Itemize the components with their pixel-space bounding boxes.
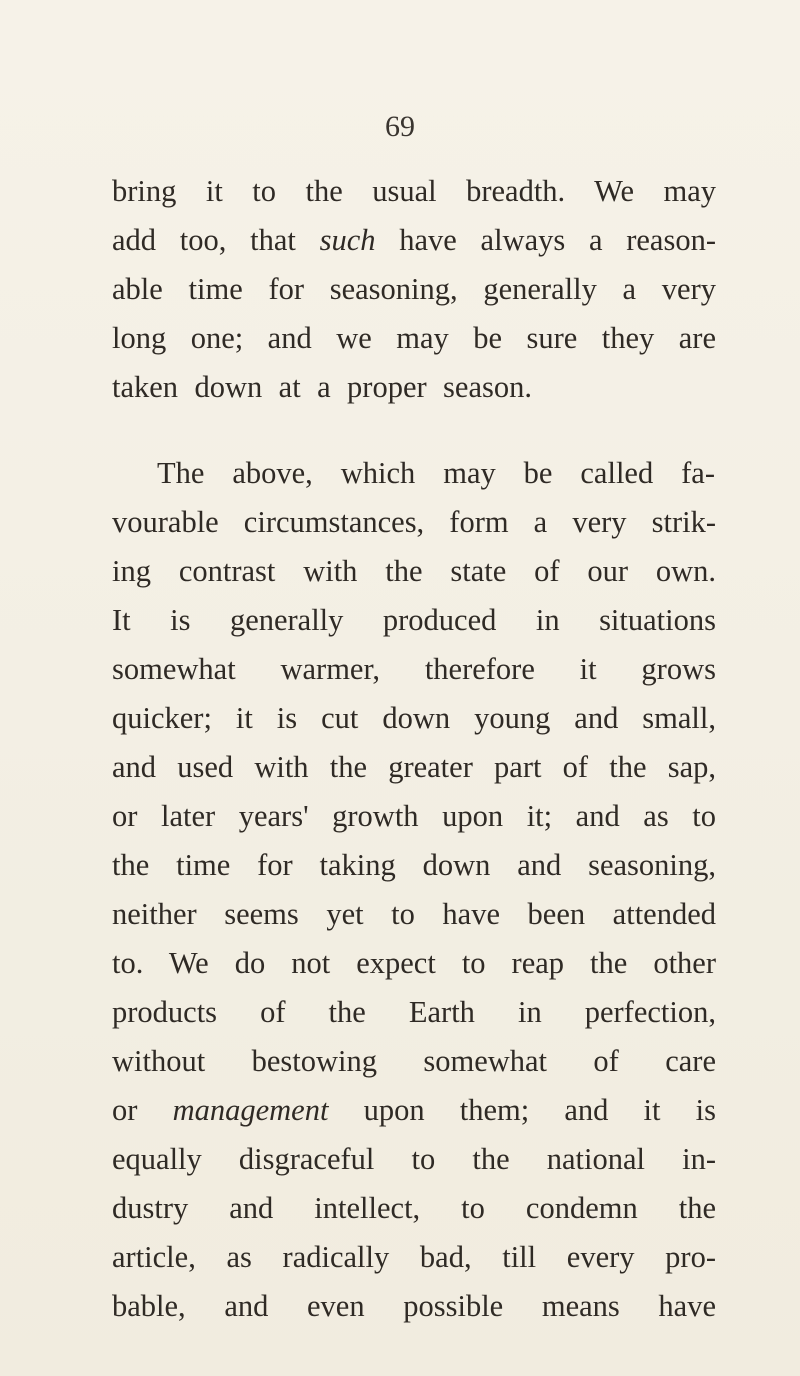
text-line: products of the Earth in perfection, [112, 995, 716, 1029]
text-line: without bestowing somewhat of care [112, 1044, 716, 1078]
text-line: vourable circumstances, form a very strik- [112, 505, 716, 539]
text-line: It is generally produced in situations [112, 603, 716, 637]
text-line: bable, and even possible means have [112, 1289, 716, 1323]
text-line: the time for taking down and seasoning, [112, 848, 716, 882]
text-line: The above, which may be called fa- [157, 456, 715, 490]
text-line: and used with the greater part of the sap, [112, 750, 716, 784]
text-line: able time for seasoning, generally a very [112, 272, 716, 306]
text-line: or management upon them; and it is [112, 1093, 716, 1127]
text-line: long one; and we may be sure they are [112, 321, 716, 355]
text-line: equally disgraceful to the national in- [112, 1142, 716, 1176]
text-line: quicker; it is cut down young and small, [112, 701, 716, 735]
page-number: 69 [385, 110, 415, 143]
text-line: add too, that such have always a reason- [112, 223, 716, 257]
text-line: article, as radically bad, till every pro- [112, 1240, 716, 1274]
text-line: somewhat warmer, therefore it grows [112, 652, 716, 686]
text-line: dustry and intellect, to condemn the [112, 1191, 716, 1225]
text-line: bring it to the usual breadth. We may [112, 174, 716, 208]
text-line: taken down at a proper season. [112, 370, 532, 404]
text-line: to. We do not expect to reap the other [112, 946, 716, 980]
text-line: or later years' growth upon it; and as to [112, 799, 716, 833]
text-line: ing contrast with the state of our own. [112, 554, 716, 588]
text-line: neither seems yet to have been attended [112, 897, 716, 931]
